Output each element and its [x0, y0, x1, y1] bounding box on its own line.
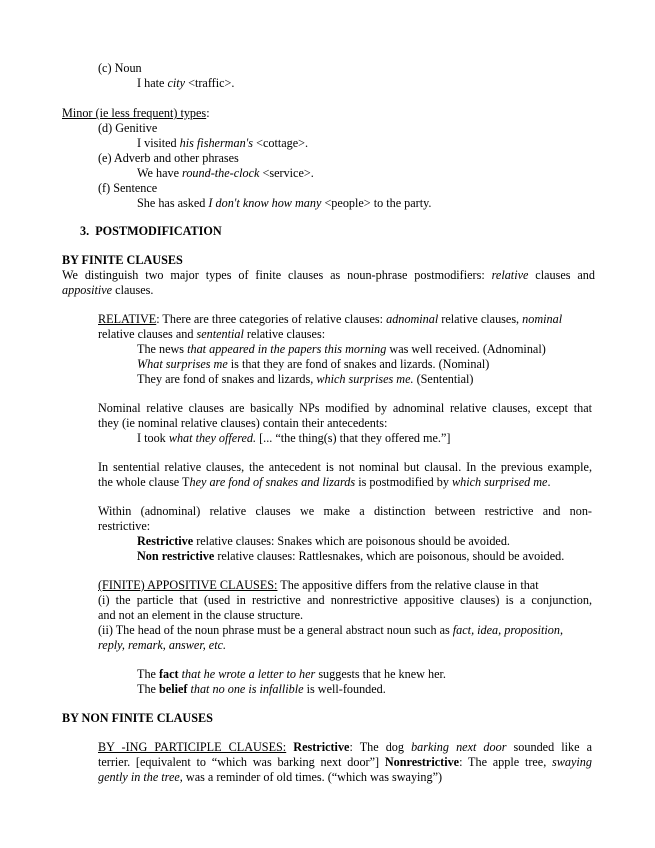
adnominal-example: The news that appeared in the papers this morning was well received. (Adnominal) — [137, 342, 546, 356]
appositive-line-1: (FINITE) APPOSITIVE CLAUSES: The appositive differs from the relative clause in that — [98, 578, 539, 592]
appositive-example-fact: The fact that he wrote a letter to her suggests that he knew her. — [137, 667, 446, 681]
ing-clauses-line-1: BY -ING PARTICIPLE CLAUSES: Restrictive: The dog barking next door sounded like a — [98, 740, 592, 754]
finite-clauses-heading: BY FINITE CLAUSES — [62, 253, 183, 267]
nominal-paragraph-line-1: Nominal relative clauses are basically NPs modified by adnominal relative clauses, except that — [98, 401, 592, 415]
nominal-example: What surprises me is that they are fond of snakes and lizards. (Nominal) — [137, 357, 490, 371]
nominal-paragraph-line-2: they (ie nominal relative clauses) contain their antecedents: — [98, 416, 388, 430]
appositive-line-4: (ii) The head of the noun phrase must be a general abstract noun such as fact, idea, proposition, — [98, 623, 564, 637]
ing-clauses-line-3: gently in the tree, was a reminder of old times. (“which was swaying”) — [98, 770, 443, 784]
adnominal-paragraph-line-1: Within (adnominal) relative clauses we make a distinction between restrictive and non- — [98, 504, 592, 518]
genitive-label: (d) Genitive — [98, 121, 158, 135]
genitive-example: I visited his fisherman's <cottage>. — [137, 136, 309, 150]
finite-intro-line-2: appositive clauses. — [62, 283, 154, 297]
sentence-example: She has asked I don't know how many <people> to the party. — [137, 196, 432, 210]
section-heading: 3. POSTMODIFICATION — [80, 224, 222, 238]
appositive-line-5: reply, remark, answer, etc. — [98, 638, 227, 652]
adverb-example: We have round-the-clock <service>. — [137, 166, 314, 180]
appositive-line-2: (i) the particle that (used in restrictive and nonrestrictive appositive clauses) is a conjunction, — [98, 593, 592, 607]
sentential-paragraph-line-2: the whole clause They are fond of snakes and lizards is postmodified by which surprised me. — [98, 475, 551, 489]
nominal-paragraph-example: I took what they offered. [... “the thing(s) that they offered me.”] — [137, 431, 451, 445]
sentence-label: (f) Sentence — [98, 181, 158, 195]
relative-intro-line-1: RELATIVE: There are three categories of relative clauses: adnominal relative clauses, nominal — [98, 312, 563, 326]
sentential-paragraph-line-1: In sentential relative clauses, the antecedent is not nominal but clausal. In the previous example, — [98, 460, 592, 474]
restrictive-example: Restrictive relative clauses: Snakes which are poisonous should be avoided. — [137, 534, 510, 548]
noun-example: I hate city <traffic>. — [137, 76, 235, 90]
sentential-example: They are fond of snakes and lizards, which surprises me. (Sentential) — [137, 372, 474, 386]
adverb-label: (e) Adverb and other phrases — [98, 151, 239, 165]
appositive-line-3: and not an element in the clause structure. — [98, 608, 304, 622]
appositive-example-belief: The belief that no one is infallible is well-founded. — [137, 682, 386, 696]
nonfinite-clauses-heading: BY NON FINITE CLAUSES — [62, 711, 213, 725]
relative-intro-line-2: relative clauses and sentential relative clauses: — [98, 327, 326, 341]
finite-intro-line-1: We distinguish two major types of finite clauses as noun-phrase postmodifiers: relative clauses and — [62, 268, 595, 282]
noun-label: (c) Noun — [98, 61, 142, 75]
nonrestrictive-example: Non restrictive relative clauses: Rattlesnakes, which are poisonous, should be avoided. — [137, 549, 565, 563]
minor-types-title: Minor (ie less frequent) types: — [62, 106, 210, 120]
adnominal-paragraph-line-2: restrictive: — [98, 519, 151, 533]
ing-clauses-line-2: terrier. [equivalent to “which was barking next door”] Nonrestrictive: The apple tree, swaying — [98, 755, 592, 769]
